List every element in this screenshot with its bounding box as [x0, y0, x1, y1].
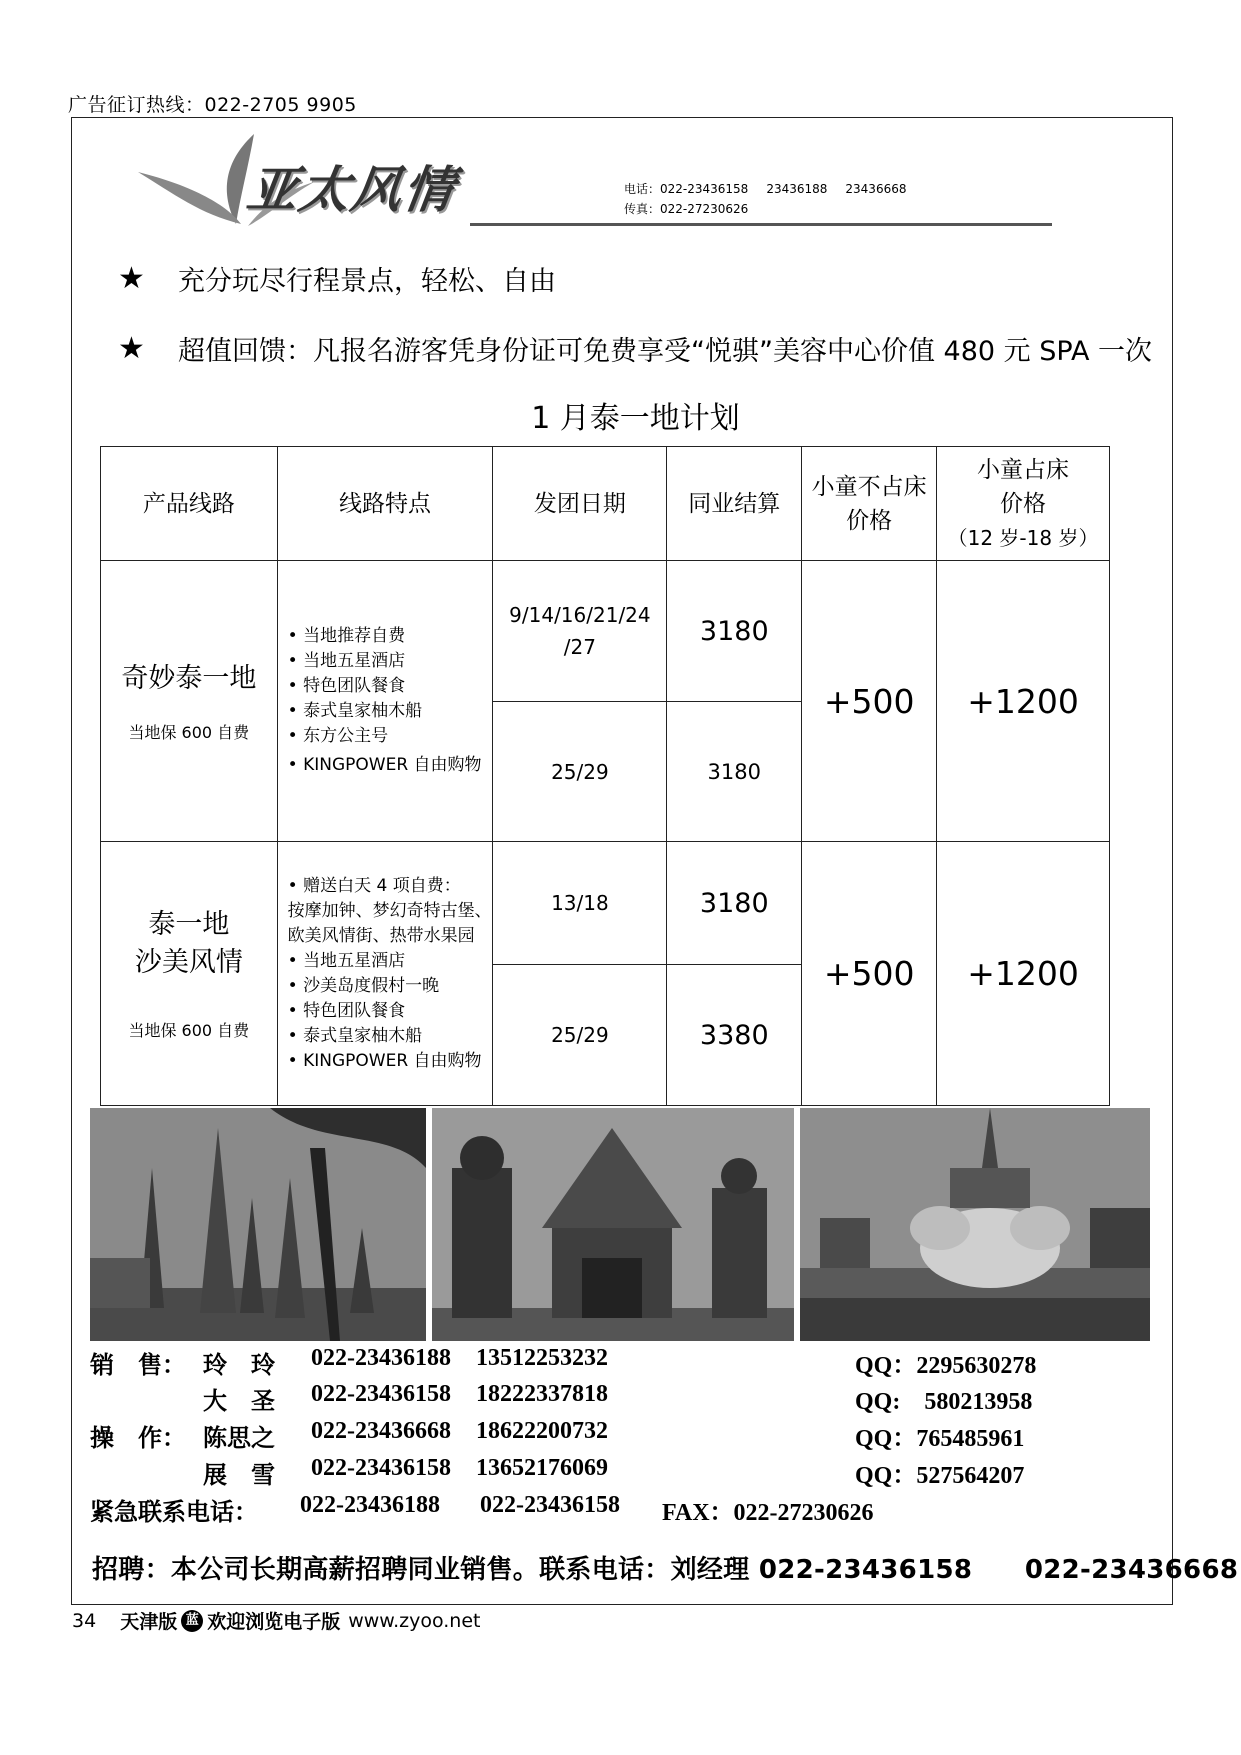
emergency-fax: FAX：022-27230626	[662, 1500, 874, 1526]
route-note: 当地保 600 自费	[128, 1021, 250, 1040]
emergency-tel: 022-23436158	[480, 1492, 620, 1518]
header-fax: 传真：022-27230626	[624, 202, 749, 216]
contact-mobile: 13512253232	[476, 1345, 608, 1371]
header-divider	[470, 223, 1052, 226]
site-url[interactable]: www.zyoo.net	[348, 1609, 481, 1632]
feature-item: • KINGPOWER 自由购物	[287, 755, 482, 775]
header-child-nobed-line2: 价格	[846, 507, 893, 534]
header-child-bed-line3: （12 岁-18 岁）	[947, 525, 1099, 550]
bullet-text: 充分玩尽行程景点，轻松、自由	[178, 266, 556, 297]
blue-badge-icon: 蓝	[181, 1610, 203, 1632]
star-icon: ★	[118, 261, 145, 296]
bullet-line	[118, 259, 556, 298]
date-value-cont: /27	[563, 635, 596, 659]
bullet-line	[118, 329, 1152, 368]
table-row	[101, 842, 1110, 965]
feature-item: • 当地推荐自费	[287, 626, 406, 646]
route-name: 泰一地	[148, 909, 230, 940]
plan-title: 1 月泰一地计划	[531, 401, 740, 436]
price-cell: 3180	[667, 842, 802, 965]
contact-mobile: 18222337818	[476, 1381, 608, 1407]
emergency-tel: 022-23436188	[300, 1492, 440, 1518]
date-cell: 13/18	[493, 842, 667, 965]
table-row	[101, 561, 1110, 702]
route-cell	[101, 842, 278, 1106]
price-cell: 3180	[667, 561, 802, 702]
bullet-text: 超值回馈：凡报名游客凭身份证可免费享受“悦骐”美容中心价值 480 元 SPA 一次	[178, 336, 1153, 367]
date-cell	[493, 561, 667, 702]
route-name-line2: 沙美风情	[134, 947, 243, 978]
table-header-row	[101, 447, 1110, 561]
header-phone-2: 23436188	[766, 182, 828, 196]
itinerary-table	[100, 446, 1110, 1106]
price-cell: 3180	[667, 702, 802, 842]
feature-item: • 特色团队餐食	[287, 1000, 406, 1021]
date-value: 9/14/16/21/24	[509, 603, 651, 627]
contact-qq: QQ：527564207	[855, 1463, 1025, 1489]
contact-qq: QQ: 580213958	[855, 1389, 1033, 1415]
temple-photo-2	[432, 1108, 794, 1341]
date-cell: 25/29	[493, 702, 667, 842]
page-number: 34	[72, 1609, 97, 1632]
feature-item: • 泰式皇家柚木船	[287, 701, 423, 721]
contact-name: 玲 玲	[203, 1353, 275, 1379]
header-phone-3: 23436668	[845, 182, 907, 196]
contact-tel: 022-23436158	[311, 1381, 451, 1407]
child-bed-price: +1200	[937, 842, 1110, 1106]
elephant-monument-photo	[800, 1108, 1150, 1341]
star-icon: ★	[118, 331, 145, 366]
route-name: 奇妙泰一地	[121, 662, 257, 694]
temple-photo-1	[90, 1108, 426, 1341]
header-child-bed-line2: 价格	[1000, 490, 1047, 517]
contact-tel: 022-23436158	[311, 1455, 451, 1481]
feature-item: • 赠送白天 4 项自费：	[287, 875, 461, 896]
contact-qq: QQ：765485961	[855, 1426, 1025, 1452]
edition-label: 天津版	[120, 1611, 178, 1633]
page-footer	[72, 1607, 481, 1634]
feature-item: • 沙美岛度假村一晚	[287, 975, 440, 996]
child-nobed-price: +500	[802, 561, 937, 842]
contact-role: 销 售：	[90, 1353, 186, 1379]
contact-tel: 022-23436668	[311, 1418, 451, 1444]
route-features	[277, 842, 493, 1106]
contact-name: 大 圣	[203, 1389, 275, 1415]
logo-text: 亚太风情	[243, 160, 460, 219]
contact-qq: QQ：2295630278	[855, 1353, 1037, 1379]
feature-item: • 泰式皇家柚木船	[287, 1025, 423, 1046]
contact-mobile: 18622200732	[476, 1418, 608, 1444]
contact-mobile: 13652176069	[476, 1455, 608, 1481]
header-child-nobed-line1: 小童不占床	[811, 473, 927, 500]
contact-role: 操 作：	[90, 1426, 186, 1452]
header-child-bed	[937, 447, 1110, 561]
route-cell	[101, 561, 278, 842]
emergency-label: 紧急联系电话：	[90, 1500, 258, 1526]
date-cell: 25/29	[493, 965, 667, 1106]
header-features: 线路特点	[277, 447, 493, 561]
header-child-bed-line1: 小童占床	[977, 456, 1070, 483]
header-date: 发团日期	[493, 447, 667, 561]
ad-hotline: 广告征订热线：022-2705 9905	[68, 94, 357, 116]
child-nobed-price: +500	[802, 842, 937, 1106]
contact-name: 陈思之	[203, 1426, 275, 1452]
feature-item: • 东方公主号	[287, 726, 389, 746]
contact-tel: 022-23436188	[311, 1345, 451, 1371]
header-phone: 电话：022-23436158	[624, 182, 749, 196]
feature-item: 按摩加钟、梦幻奇特古堡、	[287, 900, 492, 921]
recruit-notice: 招聘：本公司长期高薪招聘同业销售。联系电话：刘经理 022-23436158 022-23436668	[92, 1555, 1239, 1585]
header-child-nobed	[802, 447, 937, 561]
feature-item: 欧美风情街、热带水果园	[287, 925, 475, 946]
feature-item: • 当地五星酒店	[287, 651, 406, 671]
price-cell: 3380	[667, 965, 802, 1106]
contact-name: 展 雪	[203, 1463, 275, 1489]
header-contact	[624, 179, 924, 219]
route-features	[277, 561, 493, 842]
route-note: 当地保 600 自费	[128, 722, 250, 742]
feature-item: • 当地五星酒店	[287, 950, 406, 971]
header-route: 产品线路	[101, 447, 278, 561]
header-settle: 同业结算	[667, 447, 802, 561]
feature-item: • KINGPOWER 自由购物	[287, 1050, 482, 1071]
child-bed-price: +1200	[937, 561, 1110, 842]
welcome-text: 欢迎浏览电子版	[207, 1611, 341, 1633]
feature-item: • 特色团队餐食	[287, 676, 406, 696]
